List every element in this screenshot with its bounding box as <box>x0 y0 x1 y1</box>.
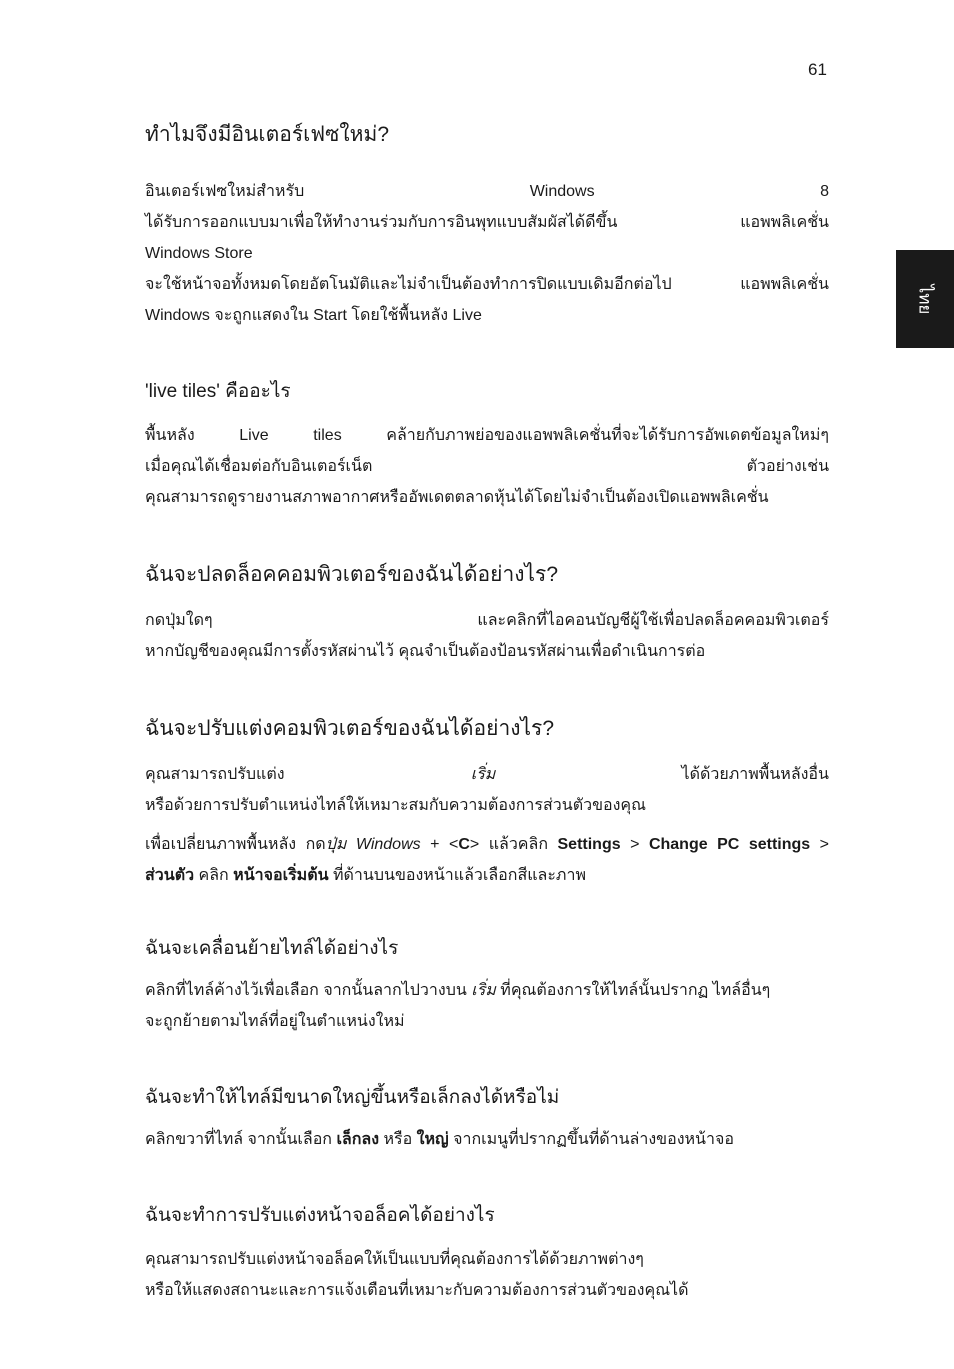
text-segment: อินเตอร์เฟซใหม่สำหรับ <box>145 183 305 200</box>
text-segment: > แล้วคลิก <box>469 836 558 853</box>
language-tab <box>896 250 954 348</box>
text-segment: พื้นหลัง <box>145 427 195 444</box>
paragraph-line <box>145 420 829 451</box>
text-segment: Windows <box>529 183 595 200</box>
page-number: 61 <box>808 60 827 79</box>
text-segment: แอพพลิเคชั่น <box>740 214 829 231</box>
text-segment: จะใช้หน้าจอทั้งหมดโดยอัตโนมัติและไม่จำเป็นต้องทำการปิดแบบเดิมอีกต่อไป <box>145 276 672 293</box>
text-segment: คลิก <box>194 867 234 884</box>
text-segment: 8 <box>820 183 829 200</box>
text-segment: หรือ <box>379 1131 417 1148</box>
section-move-tiles <box>145 933 829 1037</box>
section-heading: ฉันจะเคลื่อนย้ายไทล์ได้อย่างไร <box>145 938 399 959</box>
text-segment: ตัวอย่างเช่น <box>746 458 829 475</box>
section-live-tiles <box>145 376 829 513</box>
paragraph-line <box>145 1124 829 1155</box>
section-lock-screen <box>145 1200 829 1306</box>
text-segment: คุณสามารถปรับแต่ง <box>145 766 285 783</box>
windows-key-term: ปุ่ม Windows <box>325 836 421 853</box>
text-segment: > <box>810 836 830 853</box>
c-key-term: C <box>458 836 470 853</box>
paragraph-line <box>145 176 829 207</box>
section-heading: ฉันจะทำการปรับแต่งหน้าจอล็อคได้อย่างไร <box>145 1205 495 1226</box>
paragraph-line: หากบัญชีของคุณมีการตั้งรหัสผ่านไว้ คุณจำเป็นต้องป้อนรหัสผ่านเพื่อดำเนินการต่อ <box>145 643 706 660</box>
section-unlock-computer <box>145 558 829 667</box>
text-segment: ได้ด้วยภาพพื้นหลังอื่น <box>681 766 829 783</box>
paragraph-line: จะถูกย้ายตามไทล์ที่อยู่ในตำแหน่งใหม่ <box>145 1013 405 1030</box>
paragraph-line <box>145 829 829 860</box>
start-screen-term: เริ่ม <box>470 766 496 783</box>
section-heading: ทำไมจึงมีอินเตอร์เฟซใหม่? <box>145 123 390 146</box>
text-segment: เพื่อเปลี่ยนภาพพื้นหลัง กด <box>145 836 326 853</box>
text-segment: tiles <box>313 427 342 444</box>
paragraph-line: หรือให้แสดงสถานะและการแจ้งเตือนที่เหมาะกับความต้องการส่วนตัวของคุณได้ <box>145 1282 689 1299</box>
text-segment: Live <box>239 427 269 444</box>
start-screen-term: เริ่ม <box>471 982 496 999</box>
paragraph-line <box>145 605 829 636</box>
paragraph-line: Windows Store <box>145 245 253 262</box>
section-heading: ฉันจะปรับแต่งคอมพิวเตอร์ของฉันได้อย่างไร? <box>145 717 555 740</box>
text-segment: คล้ายกับภาพย่อของแอพพลิเคชั่นที่จะได้รับการอัพเดตข้อมูลใหม่ๆ <box>386 427 829 444</box>
section-heading: ฉันจะปลดล็อคคอมพิวเตอร์ของฉันได้อย่างไร? <box>145 563 559 586</box>
paragraph-line <box>145 207 829 238</box>
paragraph-line <box>145 975 829 1006</box>
change-pc-settings-term: Change PC settings <box>648 836 811 853</box>
paragraph-line: คุณสามารถปรับแต่งหน้าจอล็อคให้เป็นแบบที่คุณต้องการได้ด้วยภาพต่างๆ <box>145 1251 644 1268</box>
section-resize-tiles <box>145 1082 829 1155</box>
text-segment: + < <box>420 836 459 853</box>
text-segment: ได้รับการออกแบบมาเพื่อให้ทำงานร่วมกับการอินพุทแบบสัมผัสได้ดีขึ้น <box>145 214 618 231</box>
text-segment: เมื่อคุณได้เชื่อมต่อกับอินเตอร์เน็ต <box>145 458 373 475</box>
text-segment: คลิกที่ไทล์ค้างไว้เพื่อเลือก จากนั้นลากไปวางบน <box>145 982 472 999</box>
text-segment: แอพพลิเคชั่น <box>740 276 829 293</box>
text-segment: คลิกขวาที่ไทล์ จากนั้นเลือก <box>145 1131 337 1148</box>
text-segment: กดปุ่มใดๆ <box>145 612 213 629</box>
section-heading: ฉันจะทำให้ไทล์มีขนาดใหญ่ขึ้นหรือเล็กลงได้หรือไม่ <box>145 1087 560 1108</box>
settings-term: Settings <box>557 836 621 853</box>
section-customize-computer <box>145 712 829 891</box>
text-segment: > <box>620 836 649 853</box>
text-segment: ที่คุณต้องการให้ไทล์นั้นปรากฏ ไทล์อื่นๆ <box>495 982 771 999</box>
larger-term: ใหญ่ <box>416 1131 449 1148</box>
paragraph-line: คุณสามารถดูรายงานสภาพอากาศหรืออัพเดตตลาดหุ้นได้โดยไม่จำเป็นต้องเปิดแอพพลิเคชั่น <box>145 489 769 506</box>
smaller-term: เล็กลง <box>336 1131 380 1148</box>
paragraph-line <box>145 860 829 891</box>
page-content <box>145 118 829 1306</box>
start-screen-bold-term: หน้าจอเริ่มต้น <box>233 867 329 884</box>
language-tab-label: ไทย <box>915 284 935 314</box>
paragraph-line: หรือด้วยการปรับตำแหน่งไทล์ให้เหมาะสมกับความต้องการส่วนตัวของคุณ <box>145 797 646 814</box>
text-segment: และคลิกที่ไอคอนบัญชีผู้ใช้เพื่อปลดล็อคคอมพิวเตอร์ <box>477 612 829 629</box>
text-segment: จากเมนูที่ปรากฏขึ้นที่ด้านล่างของหน้าจอ <box>448 1131 734 1148</box>
paragraph-line: Windows จะถูกแสดงใน Start โดยใช้พื้นหลัง Live <box>145 307 482 324</box>
paragraph-line <box>145 269 829 300</box>
paragraph-line <box>145 759 829 790</box>
section-heading: 'live tiles' คืออะไร <box>145 381 291 402</box>
paragraph-line <box>145 451 829 482</box>
text-segment: ที่ด้านบนของหน้าแล้วเลือกสีและภาพ <box>328 867 586 884</box>
personalize-term: ส่วนตัว <box>145 867 195 884</box>
section-new-interface <box>145 118 829 331</box>
